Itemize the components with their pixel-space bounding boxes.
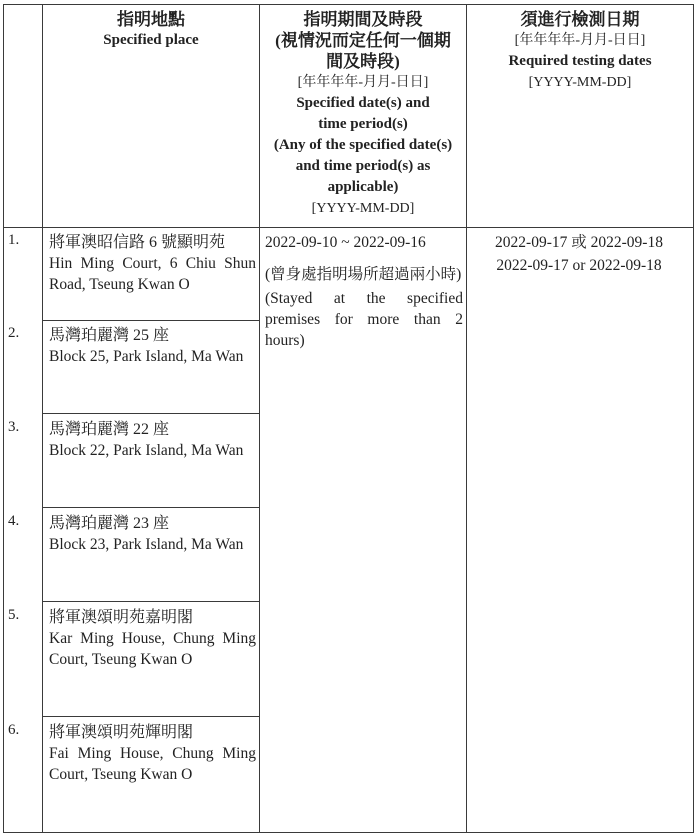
- place-name-en: Block 22, Park Island, Ma Wan: [49, 442, 244, 459]
- header-testing-zh: 須進行檢測日期: [520, 10, 640, 29]
- place-name-en: Block 25, Park Island, Ma Wan: [49, 348, 244, 365]
- table-border-top: [3, 4, 694, 5]
- place-name-en: Kar Ming House, Chung Ming Court, Tseung Kwan O: [49, 630, 256, 668]
- header-period-en: Specified date(s) and time period(s): [296, 95, 430, 132]
- header-testing-en-format: [YYYY-MM-DD]: [528, 75, 632, 90]
- row-divider: [42, 507, 260, 508]
- header-testing-zh-format: [年年年年-月月-日日]: [514, 33, 646, 48]
- header-period-en-format: [YYYY-MM-DD]: [311, 201, 415, 216]
- table-border-right: [693, 4, 694, 833]
- place-name-en: Block 23, Park Island, Ma Wan: [49, 536, 244, 553]
- column-divider: [466, 4, 467, 833]
- table-row: [49, 513, 256, 555]
- table-border-bottom: [3, 832, 694, 833]
- column-divider: [42, 4, 43, 833]
- testing-dates-zh: 2022-09-17 或 2022-09-18: [495, 234, 663, 251]
- place-name-en: Fai Ming House, Chung Ming Court, Tseung Kwan O: [49, 745, 256, 783]
- header-period-en-note: (Any of the specified date(s) and time period(s) as applicable): [273, 137, 453, 195]
- header-place-zh: 指明地點: [117, 10, 185, 29]
- header-testing-en: Required testing dates: [508, 53, 652, 69]
- period-note-en: (Stayed at the specified premises for more than 2 hours): [265, 290, 463, 349]
- header-divider: [3, 227, 694, 228]
- place-name-zh: 將軍澳頌明苑輝明閣: [49, 724, 194, 741]
- place-name-zh: 將軍澳昭信路 6 號顯明苑: [49, 234, 226, 251]
- header-period-zh-format: [年年年年-月月-日日]: [297, 75, 429, 90]
- row-number: 2.: [8, 325, 20, 341]
- table-row: [49, 607, 256, 670]
- place-name-zh: 馬灣珀麗灣 22 座: [49, 421, 170, 438]
- header-testing-dates: [467, 9, 693, 93]
- header-period-zh-note: (視情況而定任何一個期間及時段): [275, 31, 451, 71]
- table-row: [49, 232, 256, 295]
- place-name-en: Hin Ming Court, 6 Chiu Shun Road, Tseung Kwan O: [49, 255, 256, 293]
- place-name-zh: 馬灣珀麗灣 25 座: [49, 327, 170, 344]
- row-divider: [42, 716, 260, 717]
- row-number: 1.: [8, 232, 20, 248]
- header-specified-period: [260, 9, 466, 219]
- table-border-left: [3, 4, 4, 833]
- row-number: 4.: [8, 513, 20, 529]
- specified-period-cell: [265, 232, 463, 351]
- table-row: [49, 722, 256, 785]
- required-testing-dates-cell: [468, 231, 690, 277]
- row-divider: [42, 601, 260, 602]
- table-row: [49, 419, 256, 461]
- header-place-en: Specified place: [103, 32, 199, 48]
- row-number: 6.: [8, 722, 20, 738]
- table-row: [49, 325, 256, 367]
- row-number: 3.: [8, 419, 20, 435]
- row-divider: [42, 320, 260, 321]
- place-name-zh: 馬灣珀麗灣 23 座: [49, 515, 170, 532]
- testing-dates-en: 2022-09-17 or 2022-09-18: [496, 257, 662, 274]
- row-divider: [42, 413, 260, 414]
- period-dates: 2022-09-10 ~ 2022-09-16: [265, 234, 426, 251]
- header-period-zh: 指明期間及時段: [303, 10, 423, 29]
- row-number: 5.: [8, 607, 20, 623]
- period-note-zh: (曾身處指明場所超過兩小時): [265, 266, 462, 283]
- place-name-zh: 將軍澳頌明苑嘉明閣: [49, 609, 194, 626]
- header-specified-place: [43, 9, 259, 51]
